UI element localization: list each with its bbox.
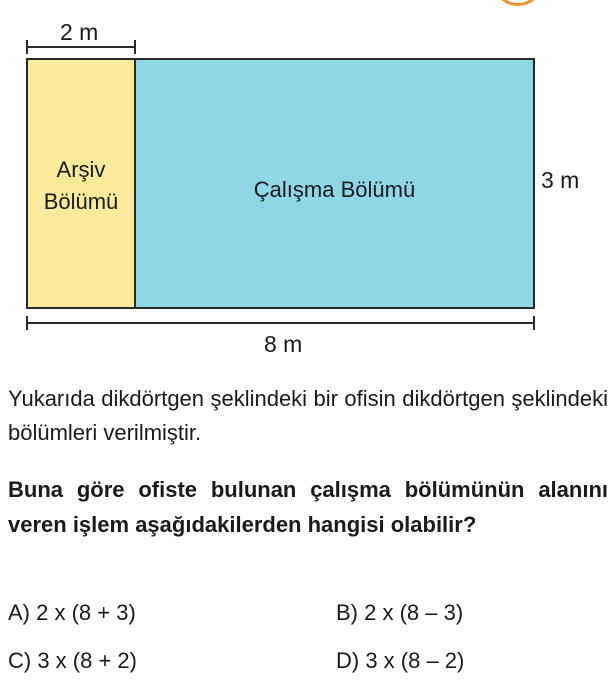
right-dimension-label: 3 m (541, 167, 580, 193)
option-c[interactable]: C) 3 x (8 + 2) (8, 648, 137, 673)
archive-label-line2: Bölümü (43, 189, 119, 214)
question-text: Buna göre ofiste bulunan çalışma bölümünün alanını veren işlem aşağıdakilerden hangisi olabilir? (8, 477, 608, 537)
option-a[interactable]: A) 2 x (8 + 3) (8, 600, 136, 625)
question-paragraph (8, 472, 608, 542)
work-label: Çalışma Bölümü (253, 177, 416, 202)
option-d[interactable]: D) 3 x (8 – 2) (336, 648, 465, 673)
archive-label-line1: Arşiv (56, 157, 106, 182)
option-b[interactable]: B) 2 x (8 – 3) (336, 600, 464, 625)
intro-paragraph: Yukarıda dikdörtgen şeklindeki bir ofisin dikdörtgen şeklindeki bölümleri verilmiştir. (8, 386, 608, 445)
top-dimension-label: 2 m (60, 19, 99, 45)
archive-label (27, 154, 135, 218)
bottom-dimension-label: 8 m (264, 331, 303, 357)
